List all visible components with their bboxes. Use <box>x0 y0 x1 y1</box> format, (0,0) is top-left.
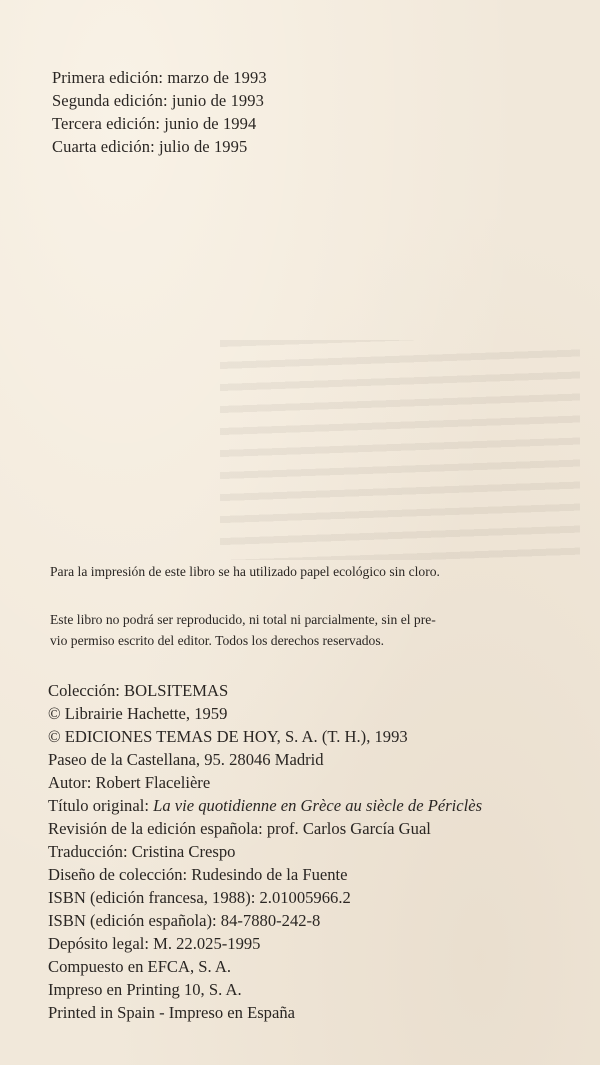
show-through-texture <box>220 340 580 560</box>
isbn-spanish: ISBN (edición española): 84-7880-242-8 <box>48 911 321 930</box>
original-title-value: La vie quotidienne en Grèce au siècle de Périclès <box>153 796 483 815</box>
translation-line: Traducción: Cristina Crespo <box>48 842 236 861</box>
collection-line: Colección: BOLSITEMAS <box>48 681 229 700</box>
isbn-french: ISBN (edición francesa, 1988): 2.01005966.2 <box>48 888 351 907</box>
typeset-line: Compuesto en EFCA, S. A. <box>48 957 232 976</box>
design-line: Diseño de colección: Rudesindo de la Fuente <box>48 865 348 884</box>
paper-notice: Para la impresión de este libro se ha utilizado papel ecológico sin cloro. <box>50 564 440 579</box>
edition-line: Primera edición: marzo de 1993 <box>52 68 267 87</box>
author-line: Autor: Robert Flacelière <box>48 773 211 792</box>
printed-in-line: Printed in Spain - Impreso en España <box>48 1003 296 1022</box>
edition-line: Segunda edición: junio de 1993 <box>52 91 264 110</box>
edition-line: Cuarta edición: julio de 1995 <box>52 137 248 156</box>
credits-block <box>48 679 593 1024</box>
edition-history <box>52 66 267 158</box>
revision-line: Revisión de la edición española: prof. Carlos García Gual <box>48 819 431 838</box>
original-title-label: Título original: <box>48 796 154 815</box>
legal-deposit: Depósito legal: M. 22.025-1995 <box>48 934 261 953</box>
rights-notice <box>50 609 580 651</box>
printer-line: Impreso en Printing 10, S. A. <box>48 980 242 999</box>
rights-line-2: vio permiso escrito del editor. Todos los derechos reservados. <box>50 633 385 648</box>
edition-line: Tercera edición: junio de 1994 <box>52 114 257 133</box>
original-title-line <box>48 794 593 817</box>
copyright-spanish: © EDICIONES TEMAS DE HOY, S. A. (T. H.), 1993 <box>48 727 408 746</box>
copyright-original: © Librairie Hachette, 1959 <box>48 704 228 723</box>
publisher-address: Paseo de la Castellana, 95. 28046 Madrid <box>48 750 324 769</box>
rights-line-1: Este libro no podrá ser reproducido, ni total ni parcialmente, sin el pre- <box>50 612 436 627</box>
